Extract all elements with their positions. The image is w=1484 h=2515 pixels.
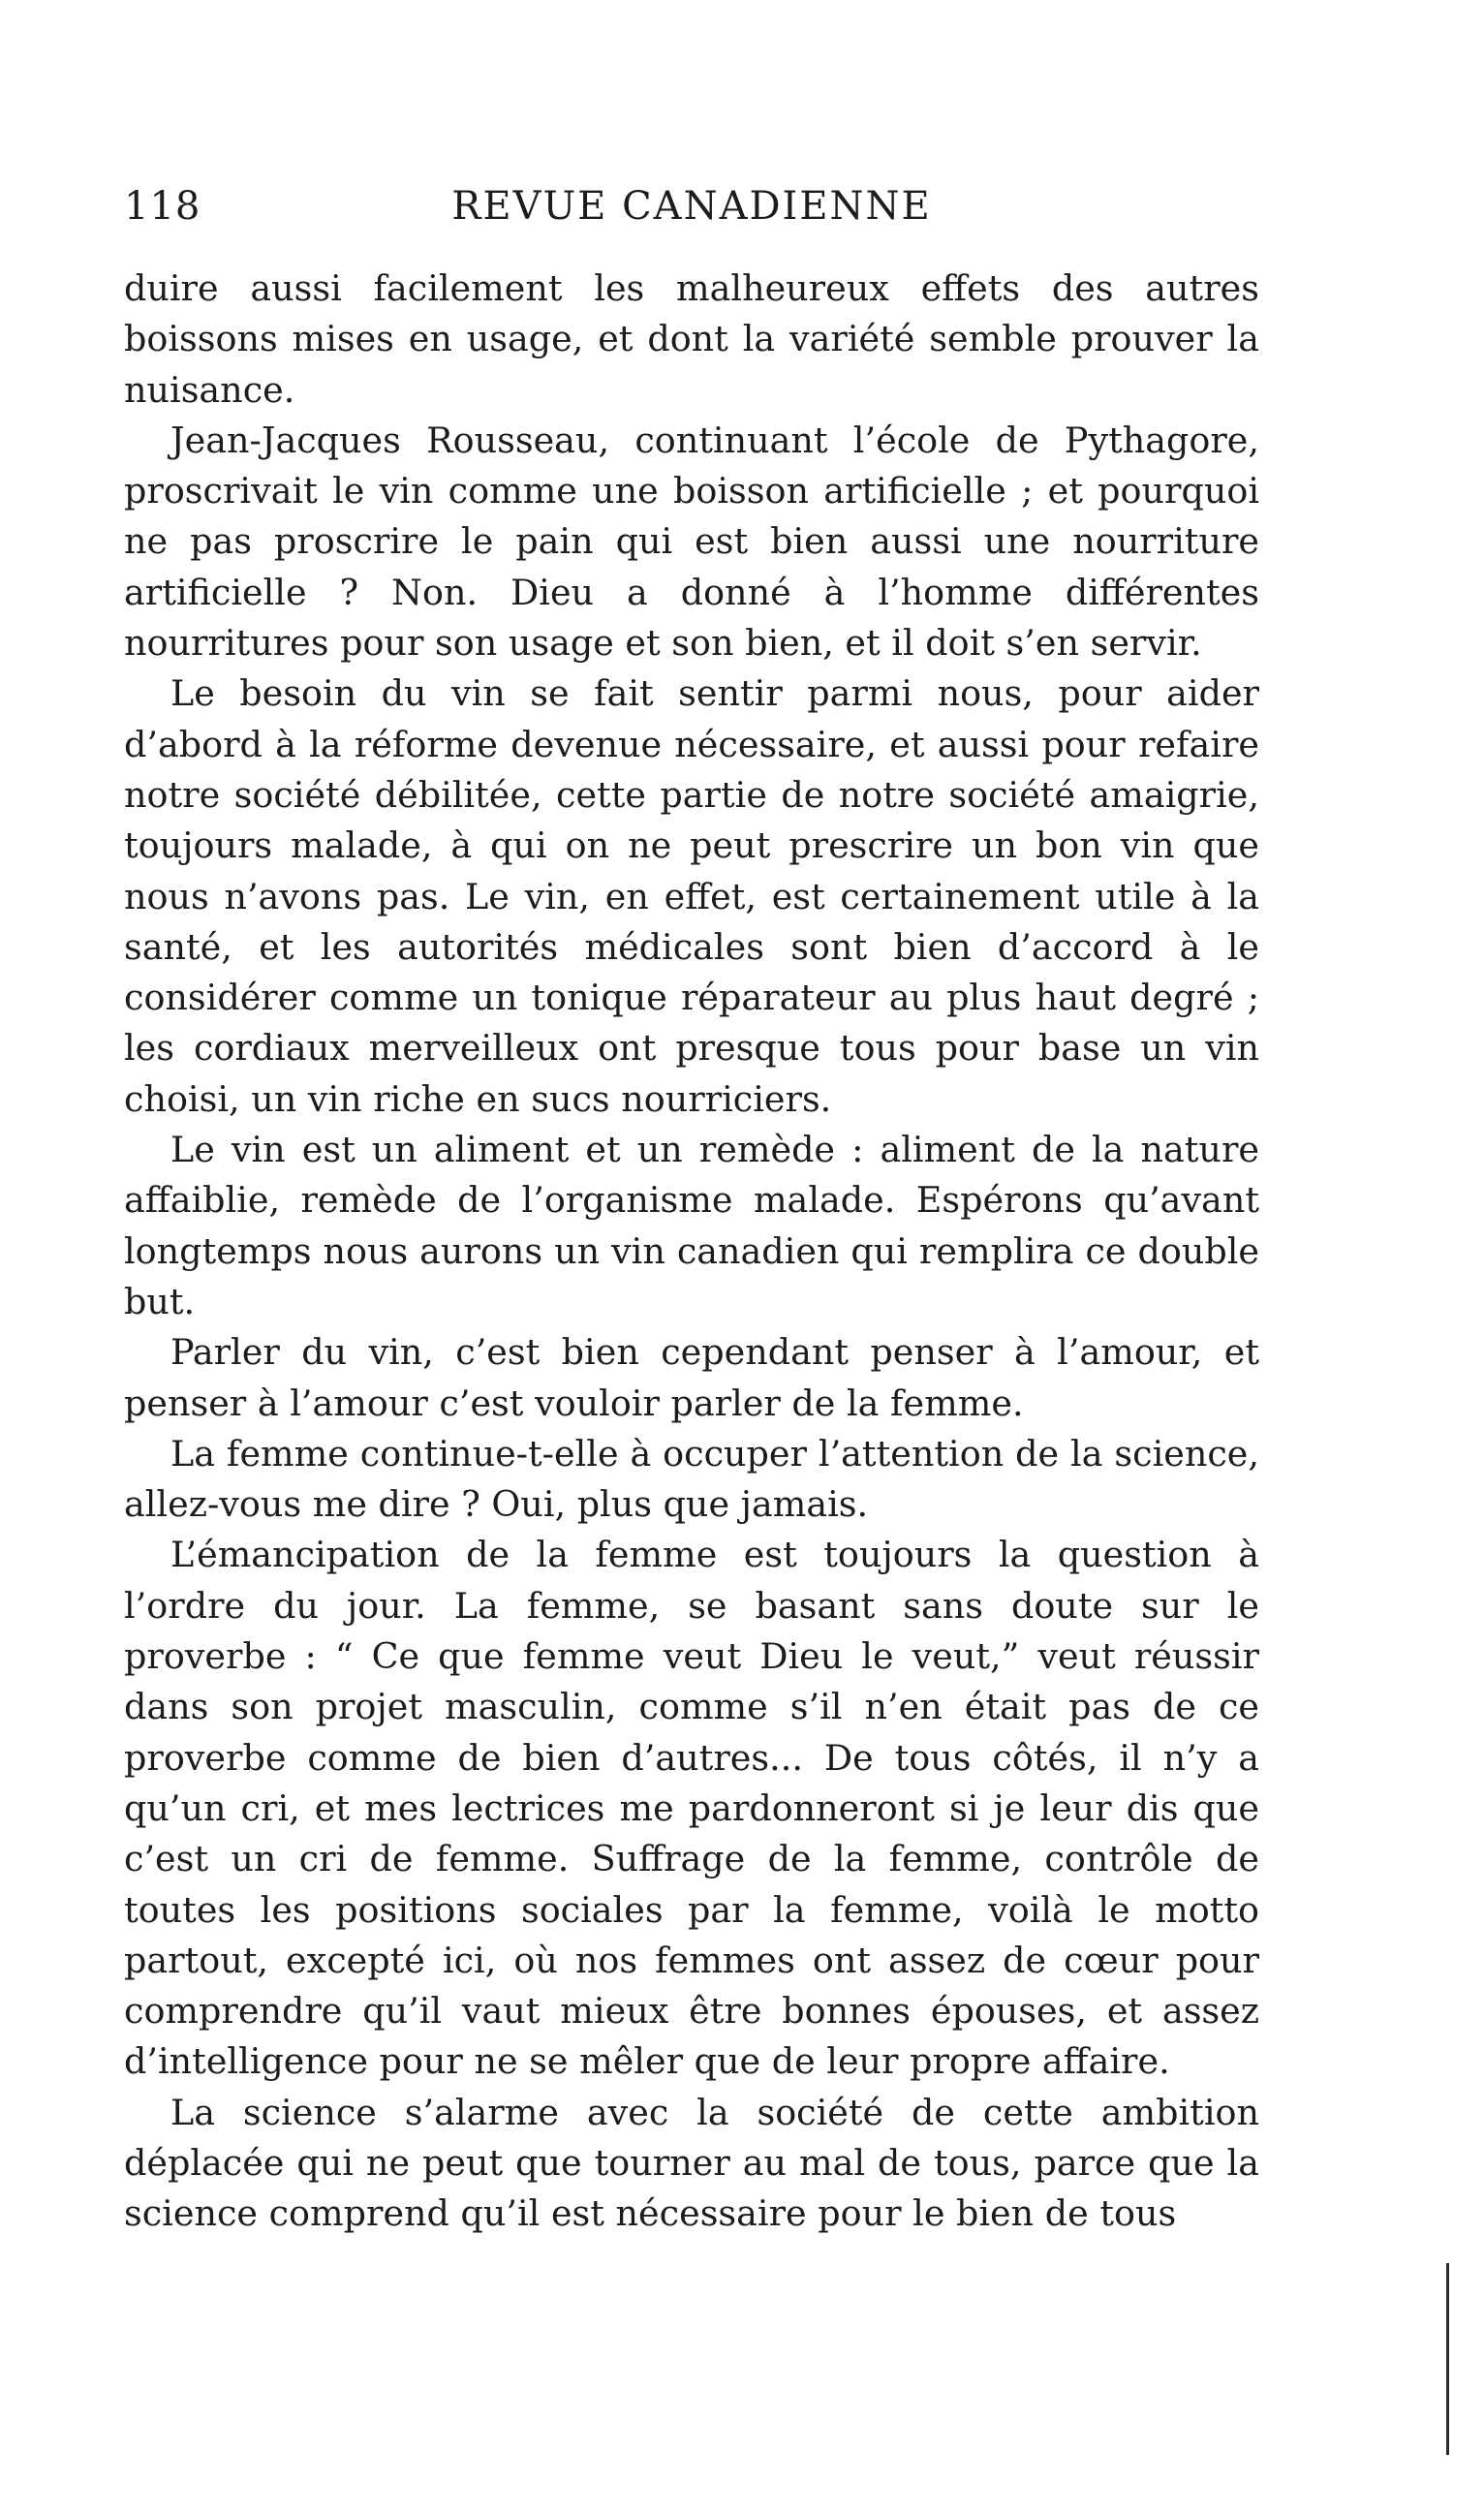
page-number: 118 <box>124 184 201 229</box>
paragraph-la-science: La science s’alarme avec la société de cette ambition déplacée qui ne peut que tourner au mal de tous, parce que la science comprend qu’il est nécessaire pour le bien de tous <box>124 2091 1259 2235</box>
paragraph-rousseau: Jean-Jacques Rousseau, continuant l’école de Pythagore, proscrivait le vin comme une boisson artificielle ; et pourquoi ne pas proscrire le pain qui est bien aussi une nourriture artificielle ? Non. Dieu a donné à l’homme différentes nourritures pour son usage et son bien, et il doit s’en servir. <box>124 419 1259 665</box>
journal-title: REVUE CANADIENNE <box>451 184 932 229</box>
paragraph-emancipation: L’émancipation de la femme est toujours la question à l’ordre du jour. La femme, se basant sans doute sur le proverbe : “ Ce que femme veut Dieu le veut,” veut réussir dans son projet masculin, comme s’il n’en était pas de ce proverbe comme de bien d’autres... De tous côtés, il n’y a qu’un cri, et mes lectrices me pardonneront si je leur dis que c’est un cri de femme. Suffrage de la femme, contrôle de toutes les positions sociales par la femme, voilà le motto partout, excepté ici, où nos femmes ont assez de cœur pour comprendre qu’il vaut mieux être bonnes épouses, et assez d’intelligence pour ne se mêler que de leur propre affaire. <box>124 1534 1259 2083</box>
book-page <box>124 184 1259 2240</box>
paragraph-continued: duire aussi facilement les malheureux effets des autres boissons mises en usage, et dont la variété semble prouver la nuisance. <box>124 267 1259 411</box>
paragraph-parler-du-vin: Parler du vin, c’est bien cependant penser à l’amour, et penser à l’amour c’est vouloir parler de la femme. <box>124 1331 1259 1424</box>
paragraph-besoin-du-vin: Le besoin du vin se fait sentir parmi nous, pour aider d’abord à la réforme devenue nécessaire, et aussi pour refaire notre société débilitée, cette partie de notre société amaigrie, toujours malade, à qui on ne peut prescrire un bon vin que nous n’avons pas. Le vin, en effet, est certainement utile à la santé, et les autorités médicales sont bien d’accord à le considérer comme un tonique réparateur au plus haut degré ; les cordiaux merveilleux ont presque tous pour base un vin choisi, un vin riche en sucs nourriciers. <box>124 672 1259 1120</box>
page-edge-mark <box>1446 2263 1449 2455</box>
paragraph-aliment-remede: Le vin est un aliment et un remède : aliment de la nature affaiblie, remède de l’organisme malade. Espérons qu’avant longtemps nous aurons un vin canadien qui remplira ce double but. <box>124 1129 1259 1322</box>
paragraph-la-femme: La femme continue-t-elle à occuper l’attention de la science, allez-vous me dire ? Oui, plus que jamais. <box>124 1432 1259 1526</box>
body-text <box>124 264 1259 2240</box>
running-head <box>124 184 1259 252</box>
